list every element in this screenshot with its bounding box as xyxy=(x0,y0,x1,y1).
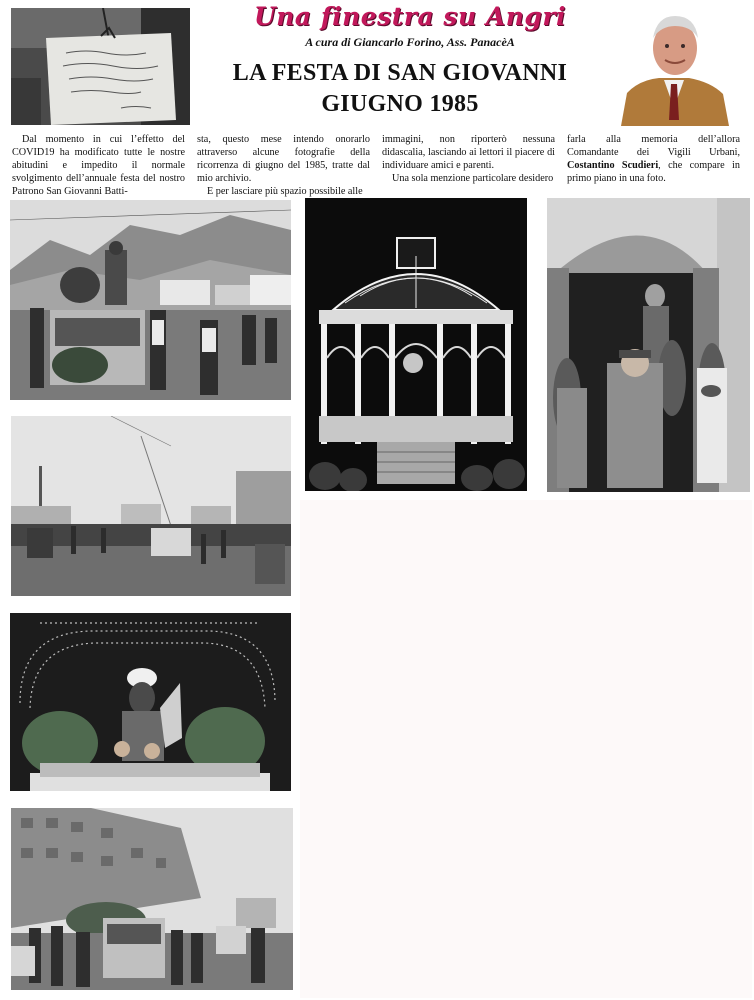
article-text: , che compare in primo piano in una foto. xyxy=(567,160,740,184)
article-column-2 xyxy=(197,133,370,197)
photo-church-doorway-commander xyxy=(547,198,750,492)
page-title xyxy=(200,58,600,120)
photo-illuminated-bandstand xyxy=(305,198,527,491)
blank-area xyxy=(300,500,752,998)
photo-procession-mountains xyxy=(10,200,291,400)
article-paragraph xyxy=(567,133,740,185)
photo-urban-street-truck xyxy=(11,808,293,990)
highlighted-name: Costantino Scudieri xyxy=(567,160,659,171)
article-body xyxy=(12,133,742,197)
article-paragraph: sta, questo mese intendo onorarlo attraverso alcune fotografie della ricorrenza di giugno del 1985, tratte dal mio archivio. xyxy=(197,134,370,184)
article-paragraph: E per lasciare più spazio possibile alle xyxy=(207,186,363,197)
article-text: farla alla memoria dell’allora Comandante dei Vigili Urbani, xyxy=(567,134,740,158)
byline: A cura di Giancarlo Forino, Ass. PanacèA xyxy=(305,35,515,49)
photo-street-crowd xyxy=(11,416,291,596)
photo-statue-illuminations xyxy=(10,613,291,791)
article-column-4 xyxy=(567,133,740,193)
headline-line-1: LA FESTA DI SAN GIOVANNI xyxy=(232,60,568,86)
author-portrait xyxy=(619,8,729,126)
article-paragraph: immagini, non riporterò nessuna didascalia, lasciando ai lettori il piacere di individuare amici e parenti. xyxy=(382,134,555,171)
photo-handwritten-note xyxy=(11,8,190,125)
article-paragraph: Una sola menzione particolare desidero xyxy=(392,173,554,184)
article-column-1 xyxy=(12,133,185,197)
headline-line-2: GIUGNO 1985 xyxy=(321,91,479,117)
article-column-3 xyxy=(382,133,555,193)
article-paragraph: Dal momento in cui l’effetto del COVID19 ha modificato tutte le nostre abitudini e impedito il normale svolgimento dell’annuale festa del nostro Patrono San Giovanni Batti- xyxy=(12,134,185,197)
series-title: Una finestra su Angri xyxy=(253,2,567,31)
